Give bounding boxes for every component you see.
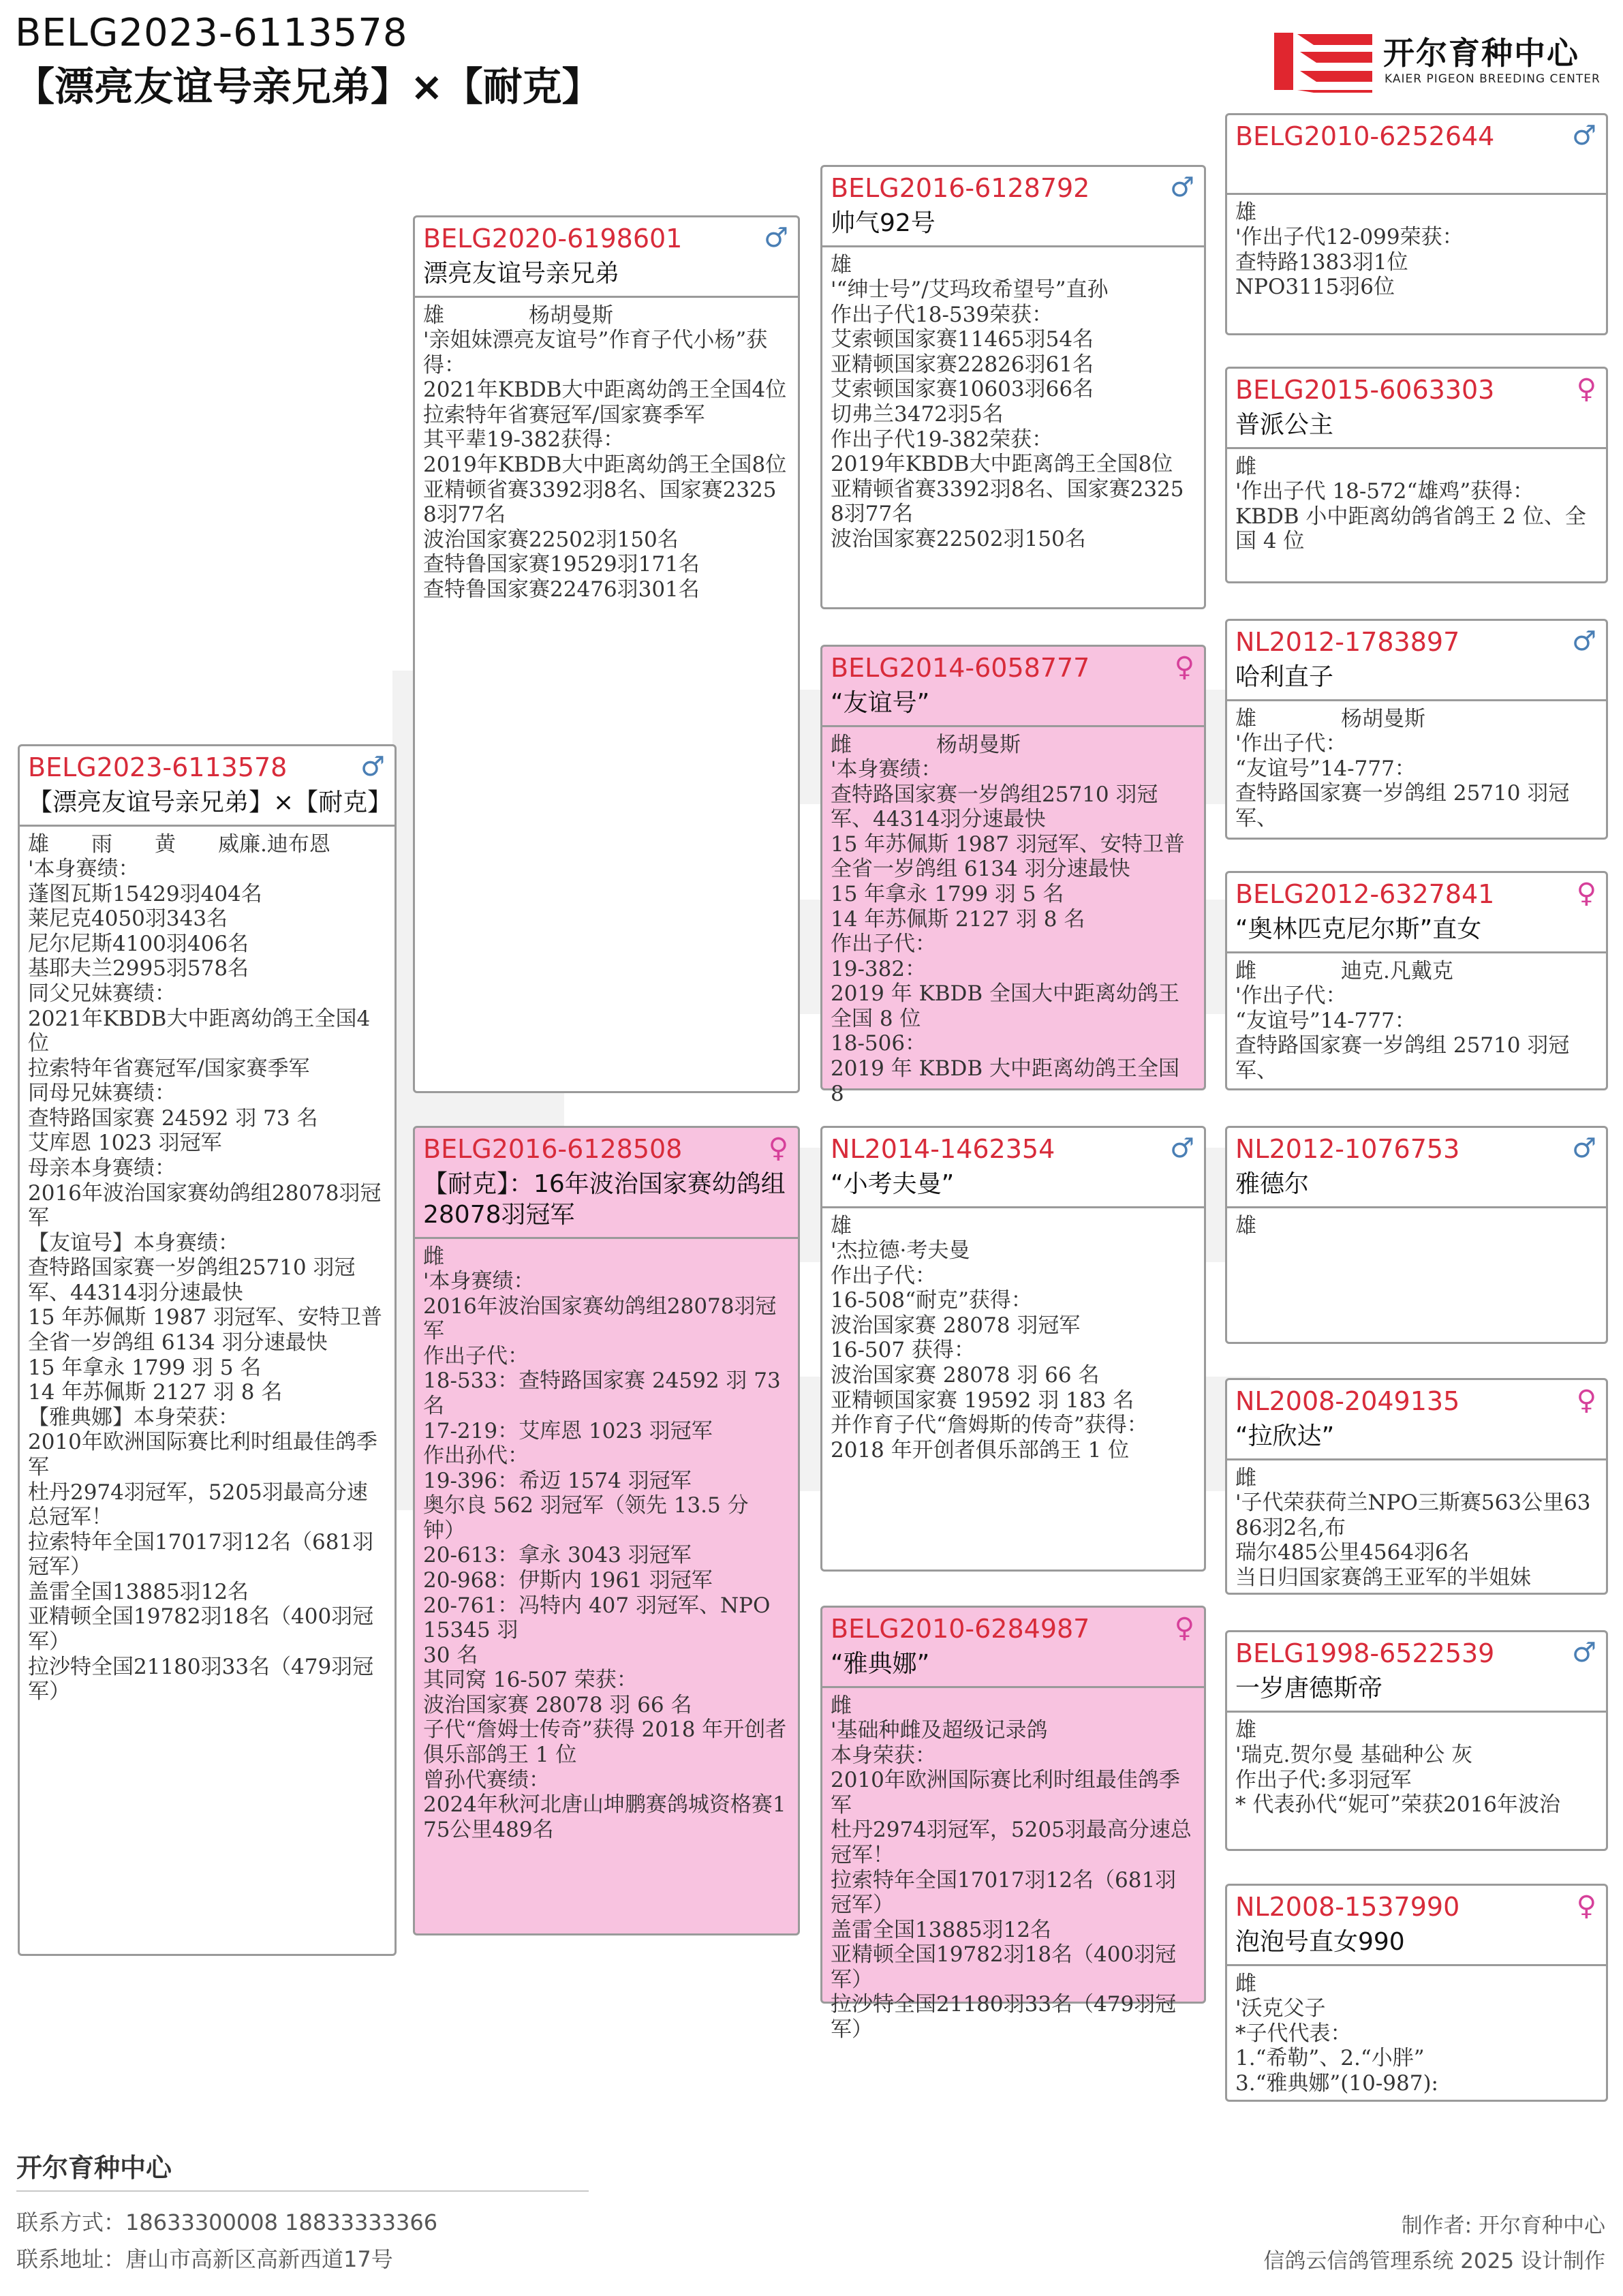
- pigeon-name: 帅气92号: [831, 209, 936, 237]
- ring-number: BELG2020-6198601: [423, 224, 683, 254]
- pigeon-name: 漂亮友谊号亲兄弟: [423, 259, 620, 288]
- card-header: [1227, 1632, 1606, 1713]
- footer-contact: [16, 2205, 437, 2237]
- pigeon-description: 雌 '本身赛绩： 2016年波治国家赛幼鸽组28078羽冠军 作出子代： 18-533：查特路国家赛 24592 羽 73 名 17-219：艾库恩 1023 羽冠军 作出孙代： 19-396：希迈 1574 羽冠军 奥尔良 562 羽冠军（领先 13.5 分钟） 20-613：拿永 3043 羽冠军 20-968：伊斯内 1961 羽冠军 20-761：冯特内 407 羽冠军、NPO 15345 羽 30 名 其同窝 16-507 荣获： 波治国家赛 28078 羽 66 名 子代“詹姆士传奇”获得 2018 年开创者俱乐部鸽王 1 位 曾孙代赛绩： 2024年秋河北唐山坤鹏赛鸽城资格赛175公里489名: [423, 1244, 787, 1842]
- pigeon-name: 一岁唐德斯帝: [1235, 1674, 1383, 1702]
- pigeon-name: “小考夫曼”: [831, 1169, 955, 1198]
- male-icon: ♂: [1170, 172, 1194, 203]
- pigeon-name: 泡泡号直女990: [1235, 1927, 1405, 1956]
- male-icon: ♂: [1572, 1637, 1596, 1668]
- card-header: [20, 746, 395, 827]
- great-grandsire-card-2: [1225, 619, 1608, 840]
- card-header: [1227, 873, 1606, 953]
- sire-sire-card: [820, 165, 1206, 609]
- great-granddam-card-4: [1225, 1884, 1608, 2102]
- pigeon-description: 雄 雨 黄 威廉.迪布恩 '本身赛绩： 蓬图瓦斯15429羽404名 莱尼克4050羽343名 尼尔尼斯4100羽406名 基耶夫兰2995羽578名 同父兄妹赛绩： 2021年KBDB大中距离幼鸽王全国4位 拉索特年省赛冠军/国家赛季军 同母兄妹赛绩： 查特路国家赛 24592 羽 73 名 艾库恩 1023 羽冠军 母亲本身赛绩： 2016年波治国家赛幼鸽组28078羽冠军 【友谊号】本身赛绩： 查特路国家赛一岁鸽组25710 羽冠军、44314羽分速最快 15 年苏佩斯 1987 羽冠军、安特卫普全省一岁鸽组 6134 羽分速最快 15 年拿永 1799 羽 5 名 14 年苏佩斯 2127 羽 8 名 【雅典娜】本身荣获： 2010年欧洲国际赛比利时组最佳鸽季军 杜丹2974羽冠军，5205羽最高分速总冠军！ 拉索特年全国17017羽12名（681羽冠军） 盖雷全国13885羽12名 亚精顿全国19782羽18名（400羽冠军） 拉沙特全国21180羽33名（479羽冠军）: [28, 831, 382, 1704]
- great-grandsire-card-1: [1225, 113, 1608, 335]
- ring-number: BELG1998-6522539: [1235, 1638, 1495, 1668]
- address-label: 联系地址：: [16, 2246, 126, 2272]
- pigeon-description: 雌 '子代荣获荷兰NPO三斯赛563公里6386羽2名,布 瑞尔485公里4564羽6名 当日归国家赛鸽王亚军的半姐妹: [1235, 1465, 1591, 1590]
- card-header: [1227, 115, 1606, 195]
- card-header: [1227, 1128, 1606, 1208]
- male-icon: ♂: [764, 222, 788, 254]
- pigeon-description: 雄 杨胡曼斯 '亲姐妹漂亮友谊号”作育子代小杨”获得： 2021年KBDB大中距离幼鸽王全国4位 拉索特年省赛冠军/国家赛季军 其平辈19-382获得： 2019年KBDB大中距离幼鸽王全国8位 亚精顿省赛3392羽8名、国家赛23258羽77名 波治国家赛22502羽150名 查特鲁国家赛19529羽171名 查特鲁国家赛22476羽301名: [423, 303, 787, 602]
- pigeon-name: [1235, 153, 1598, 186]
- pigeon-name: 哈利直子: [1235, 662, 1334, 691]
- pigeon-name: 雅德尔: [1235, 1169, 1310, 1198]
- ring-number: NL2008-2049135: [1235, 1386, 1460, 1416]
- pigeon-name: “友谊号”: [831, 688, 930, 717]
- card-header: [1227, 1886, 1606, 1966]
- pigeon-description: 雄 '作出子代12-099荣获： 查特路1383羽1位 NPO3115羽6位: [1235, 200, 1464, 300]
- dam-sire-card: [820, 1126, 1206, 1572]
- footer-address: [16, 2242, 393, 2274]
- card-header: [1227, 621, 1606, 701]
- card-header: [415, 1128, 798, 1239]
- pigeon-description: 雌 迪克.凡戴克 '作出子代： “友谊号”14-777： 查特路国家赛一岁鸽组 25710 羽冠军、: [1235, 958, 1570, 1083]
- footer-maker: 制作者: 开尔育种中心: [1401, 2214, 1605, 2238]
- female-icon: ♀: [1576, 878, 1596, 909]
- logo-english-name: KAIER PIGEON BREEDING CENTER: [1385, 72, 1601, 86]
- ring-number: NL2014-1462354: [831, 1134, 1055, 1164]
- ring-number: BELG2016-6128792: [831, 173, 1090, 203]
- ring-number: BELG2015-6063303: [1235, 375, 1495, 405]
- great-grandsire-card-3: [1225, 1126, 1608, 1344]
- dam-dam-card: [820, 1606, 1206, 2042]
- female-icon: ♀: [1576, 373, 1596, 405]
- pigeon-description: 雄 '瑞克.贺尔曼 基础种公 灰 作出子代:多羽冠军 * 代表孙代“妮可”荣获2016年波治: [1235, 1717, 1560, 1818]
- pigeon-name: “拉欣达”: [1235, 1422, 1335, 1450]
- address-value: 唐山市高新区高新西道17号: [125, 2246, 393, 2272]
- ring-number: NL2008-1537990: [1235, 1892, 1460, 1922]
- female-icon: ♀: [1576, 1891, 1596, 1922]
- ring-number: NL2012-1076753: [1235, 1134, 1460, 1164]
- dam-card: [413, 1126, 800, 1935]
- card-header: [415, 217, 798, 298]
- ring-number: NL2012-1783897: [1235, 627, 1460, 657]
- male-icon: ♂: [1572, 120, 1596, 151]
- kaier-logo: [1273, 27, 1600, 95]
- male-icon: ♂: [1572, 1133, 1596, 1164]
- pedigree-title: 【漂亮友谊号亲兄弟】×【耐克】: [15, 63, 602, 110]
- great-grandsire-card-4: [1225, 1630, 1608, 1851]
- pigeon-description: 雌 杨胡曼斯 '本身赛绩： 查特路国家赛一岁鸽组25710 羽冠军、44314羽分速最快 15 年苏佩斯 1987 羽冠军、安特卫普全省一岁鸽组 6134 羽分速最快 15 年拿永 1799 羽 5 名 14 年苏佩斯 2127 羽 8 名 作出子代： 19-382： 2019 年 KBDB 全国大中距离幼鸽王全国 8 位 18-506： 2019 年 KBDB 大中距离幼鸽王全国 8: [831, 732, 1185, 1106]
- contact-label: 联系方式：: [16, 2209, 126, 2235]
- pigeon-description: 雄 '“绅士号”/艾玛玫希望号”直孙 作出子代18-539荣获： 艾索顿国家赛11465羽54名 亚精顿国家赛22826羽61名 艾索顿国家赛10603羽66名 切弗兰3472羽5名 作出子代19-382荣获： 2019年KBDB大中距离鸽王全国8位 亚精顿省赛3392羽8名、国家赛23258羽77名 波治国家赛22502羽150名: [831, 252, 1184, 551]
- ring-number: BELG2012-6327841: [1235, 879, 1495, 909]
- pigeon-description: 雄 '杰拉德·考夫曼 作出子代： 16-508“耐克”获得： 波治国家赛 28078 羽冠军 16-507 获得： 波治国家赛 28078 羽 66 名 亚精顿国家赛 19592 羽 183 名 并作育子代“詹姆斯的传奇”获得： 2018 年开创者俱乐部鸽王 1 位: [831, 1213, 1148, 1463]
- male-icon: ♂: [1170, 1133, 1194, 1164]
- great-granddam-card-2: [1225, 871, 1608, 1090]
- logo-chinese-name: 开尔育种中心: [1383, 35, 1579, 72]
- pigeon-description: 雄: [1235, 1213, 1256, 1238]
- card-header: [1227, 369, 1606, 449]
- pigeon-name: “雅典娜”: [831, 1649, 930, 1678]
- pigeon-description: 雌 '沃克父子 *子代代表： 1.“希勒”、2.“小胖” 3.“雅典娜”(10-987):: [1235, 1971, 1438, 2096]
- pigeon-name: 【耐克】：16年波治国家赛幼鸽组28078羽冠军: [423, 1169, 786, 1229]
- logo-mark-icon: [1273, 27, 1375, 95]
- pigeon-name: 【漂亮友谊号亲兄弟】×【耐克】: [28, 788, 392, 816]
- female-icon: ♀: [1174, 1612, 1194, 1644]
- card-header: [822, 647, 1204, 727]
- ring-number: BELG2016-6128508: [423, 1134, 683, 1164]
- male-icon: ♂: [1572, 626, 1596, 657]
- ring-number: BELG2010-6252644: [1235, 121, 1495, 151]
- female-icon: ♀: [1576, 1385, 1596, 1416]
- great-granddam-card-1: [1225, 367, 1608, 583]
- sire-dam-card: [820, 645, 1206, 1106]
- footer-system: 信鸽云信鸽管理系统 2025 设计制作: [1263, 2249, 1605, 2274]
- subject-card: [18, 744, 397, 1956]
- ring-number: BELG2010-6284987: [831, 1614, 1090, 1644]
- pigeon-description: 雄 杨胡曼斯 '作出子代： “友谊号”14-777： 查特路国家赛一岁鸽组 25710 羽冠军、: [1235, 706, 1570, 831]
- pedigree-ring-number: BELG2023-6113578: [15, 11, 408, 55]
- ring-number: BELG2014-6058777: [831, 653, 1090, 683]
- male-icon: ♂: [360, 751, 385, 782]
- card-header: [822, 167, 1204, 247]
- pigeon-name: “奥林匹克尼尔斯”直女: [1235, 915, 1482, 943]
- footer-company-name: 开尔育种中心: [16, 2153, 172, 2183]
- pigeon-name: 普派公主: [1235, 410, 1334, 439]
- footer-divider: [16, 2190, 589, 2192]
- ring-number: BELG2023-6113578: [28, 752, 288, 782]
- card-header: [822, 1608, 1204, 1688]
- pigeon-description: 雌 '基础种雌及超级记录鸽 本身荣获： 2010年欧洲国际赛比利时组最佳鸽季军 杜丹2974羽冠军，5205羽最高分速总冠军！ 拉索特年全国17017羽12名（681羽冠军） 盖雷全国13885羽12名 亚精顿全国19782羽18名（400羽冠军） 拉沙特全国21180羽33名（479羽冠军）: [831, 1693, 1192, 2042]
- female-icon: ♀: [768, 1133, 788, 1164]
- great-granddam-card-3: [1225, 1378, 1608, 1595]
- sire-card: [413, 215, 800, 1093]
- card-header: [1227, 1380, 1606, 1460]
- contact-phones: 18633300008 18833333366: [125, 2209, 438, 2235]
- pigeon-description: 雌 '作出子代 18-572“雄鸡”获得： KBDB 小中距离幼鸽省鸽王 2 位、全国 4 位: [1235, 454, 1586, 554]
- female-icon: ♀: [1174, 652, 1194, 683]
- card-header: [822, 1128, 1204, 1208]
